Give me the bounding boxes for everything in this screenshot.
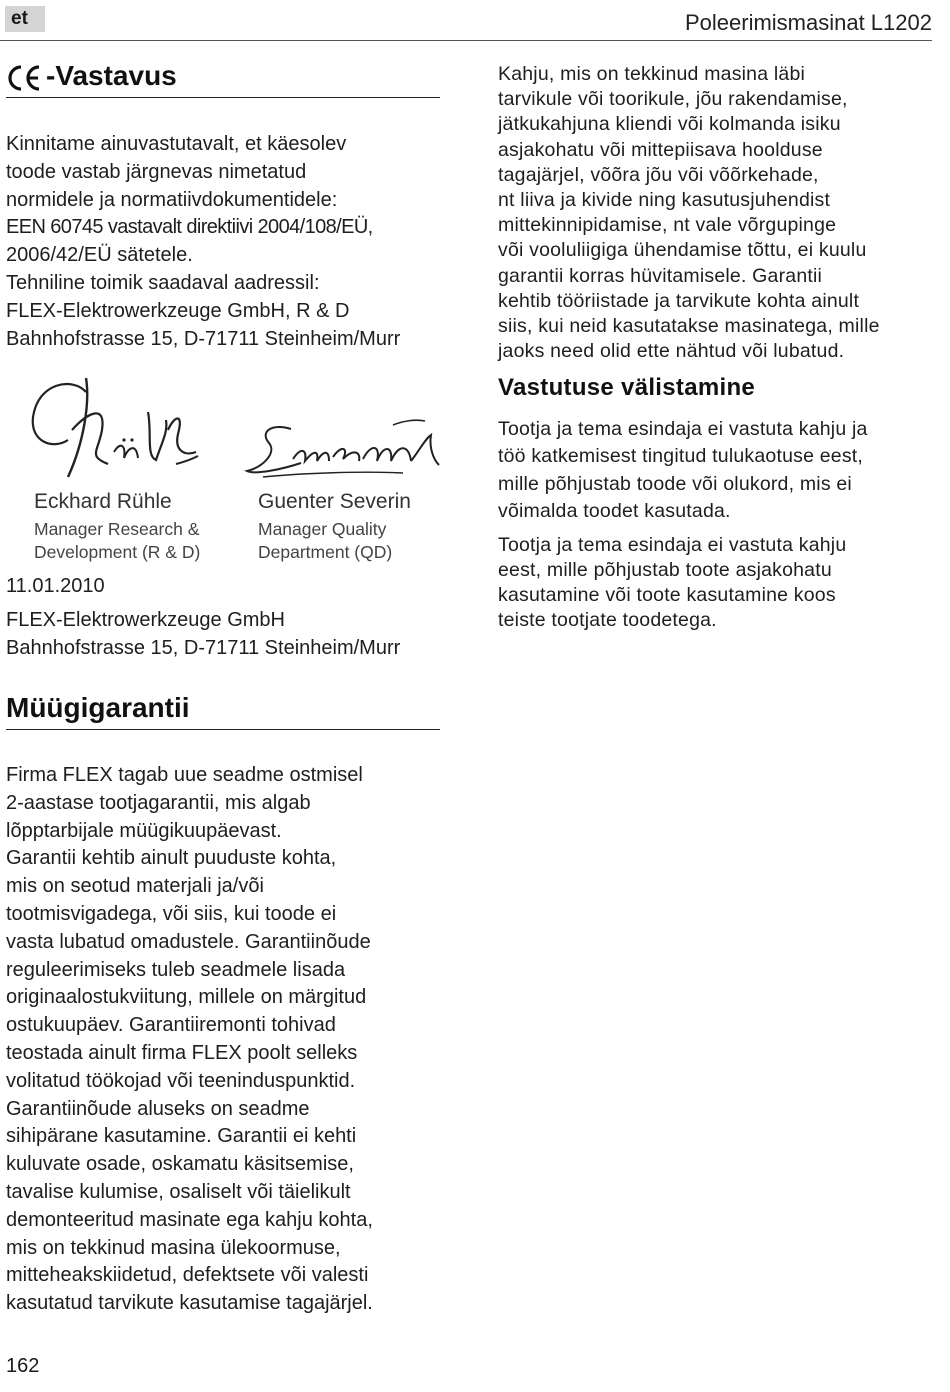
conformity-line: Kinnitame ainuvastutavalt, et käesolev (6, 133, 347, 155)
warranty-line: kasutatud tarvikute kasutamise tagajärjel. (6, 1292, 373, 1315)
ce-mark-icon (6, 64, 42, 92)
warranty-rule (6, 729, 440, 730)
right-line: asjakohatu või mittepiisava hoolduse (498, 138, 823, 161)
warranty-line: ostukuupäev. Garantiiremonti tohivad (6, 1014, 336, 1037)
right-line: Tootja ja tema esindaja ei vastuta kahju ja (498, 418, 868, 440)
document-title: Poleerimismasinat L1202 (684, 10, 932, 35)
damage-exclusion-text (498, 62, 943, 364)
signer2-role-line1: Manager Quality (258, 519, 387, 539)
right-line: nt liiva ja kivide ning kasutusjuhendist (498, 189, 831, 212)
warranty-line: reguleerimiseks tuleb seadmele lisada (6, 958, 346, 981)
conformity-text (6, 131, 446, 353)
warranty-line: mis on seotud materjali ja/või (6, 875, 264, 898)
address-line: FLEX-Elektrowerkzeuge GmbH (6, 609, 285, 631)
warranty-line: Garantiinõude aluseks on seadme (6, 1097, 310, 1120)
warranty-line: kuluvate osade, oskamatu käsitsemise, (6, 1153, 354, 1176)
liability-paragraph-2 (498, 533, 943, 633)
right-line: teiste tootjate toodetega. (498, 609, 717, 631)
right-line: Tootja ja tema esindaja ei vastuta kahju (498, 534, 847, 556)
warranty-text (6, 762, 446, 1318)
right-line: mittekinnipidamise, nt vale võrgupinge (498, 214, 837, 237)
conformity-line: FLEX-Elektrowerkzeuge GmbH, R & D (6, 299, 350, 322)
right-line: mille põhjustab toode või olukord, mis ei (498, 472, 852, 495)
warranty-line: mis on tekkinud masina ülekoormuse, (6, 1236, 341, 1259)
conformity-line: Tehniline toimik saadaval aadressil: (6, 271, 320, 294)
right-line: kasutamine või toote kasutamine koos (498, 584, 836, 606)
right-line: kehtib tööriistade ja tarvikute kohta ainult (498, 289, 860, 312)
right-line: eest, mille põhjustab toote asjakohatu (498, 559, 832, 581)
signer1-role-line1: Manager Research & (34, 519, 200, 539)
conformity-line: toode vastab järgnevas nimetatud (6, 160, 307, 183)
right-line: Kahju, mis on tekkinud masina läbi (498, 63, 806, 85)
declaration-date: 11.01.2010 (6, 575, 105, 597)
warranty-line: Firma FLEX tagab uue seadme ostmisel (6, 764, 363, 786)
right-line: jaoks need olid ette nähtud või lubatud. (498, 340, 845, 363)
warranty-line: mitteheakskiidetud, defektsete või valesti (6, 1264, 369, 1287)
right-line: tarvikule või toorikule, jõu rakendamise, (498, 88, 848, 111)
liability-title: Vastutuse välistamine (498, 374, 756, 401)
page-number: 162 (6, 1355, 40, 1377)
conformity-title: -Vastavus (46, 60, 177, 91)
warranty-line: vasta lubatud omadustele. Garantiinõude (6, 930, 371, 953)
right-line: siis, kui neid kasutatakse masinatega, mille (498, 315, 880, 338)
signature-severin (243, 415, 443, 487)
warranty-line: sihipärane kasutamine. Garantii ei kehti (6, 1125, 357, 1148)
conformity-rule (6, 97, 440, 98)
signer2-role-line2: Department (QD) (258, 542, 393, 562)
conformity-line: normidele ja normatiivdokumentidele: (6, 188, 338, 211)
right-line: või vooluliigiga ühendamise tõttu, ei kuulu (498, 239, 867, 262)
warranty-line: volitatud töökojad või teeninduspunktid. (6, 1069, 356, 1092)
signer1-name: Eckhard Rühle (34, 490, 172, 513)
warranty-line: originaalostukviitung, millele on märgitud (6, 986, 367, 1009)
header-rule (0, 40, 932, 41)
warranty-line: lõpptarbijale müügikuupäevast. (6, 819, 282, 842)
warranty-line: tootmisvigadega, või siis, kui toode ei (6, 902, 337, 925)
right-line: garantii korras hüvitamisele. Garantii (498, 264, 823, 287)
warranty-line: tavalise kulumise, osaliselt või täielikult (6, 1180, 351, 1203)
right-line: jätkukahjuna kliendi või kolmanda isiku (498, 113, 841, 136)
right-line: võimalda toodet kasutada. (498, 500, 731, 523)
conformity-line: EEN 60745 vastavalt direktiivi 2004/108/EÜ, (6, 216, 373, 239)
address-line: Bahnhofstrasse 15, D-71711 Steinheim/Murr (6, 637, 401, 659)
warranty-line: 2-aastase tootjagarantii, mis algab (6, 791, 311, 814)
warranty-title: Müügigarantii (6, 692, 190, 723)
conformity-line: 2006/42/EÜ sätetele. (6, 244, 193, 267)
warranty-line: Garantii kehtib ainult puuduste kohta, (6, 847, 337, 870)
signature-ruehle (28, 372, 203, 487)
language-tag: et (5, 6, 45, 32)
right-line: töö katkemisest tingitud tulukaotuse eest, (498, 445, 864, 468)
warranty-line: teostada ainult firma FLEX poolt selleks (6, 1041, 358, 1064)
signer2-name: Guenter Severin (258, 490, 411, 513)
warranty-line: demonteeritud masinate ega kahju kohta, (6, 1208, 373, 1231)
right-line: tagajärjel, võõra jõu või võõrkehade, (498, 163, 819, 186)
liability-paragraph-1 (498, 416, 943, 526)
signer1-role-line2: Development (R & D) (34, 542, 201, 562)
conformity-line: Bahnhofstrasse 15, D-71711 Steinheim/Murr (6, 327, 401, 350)
